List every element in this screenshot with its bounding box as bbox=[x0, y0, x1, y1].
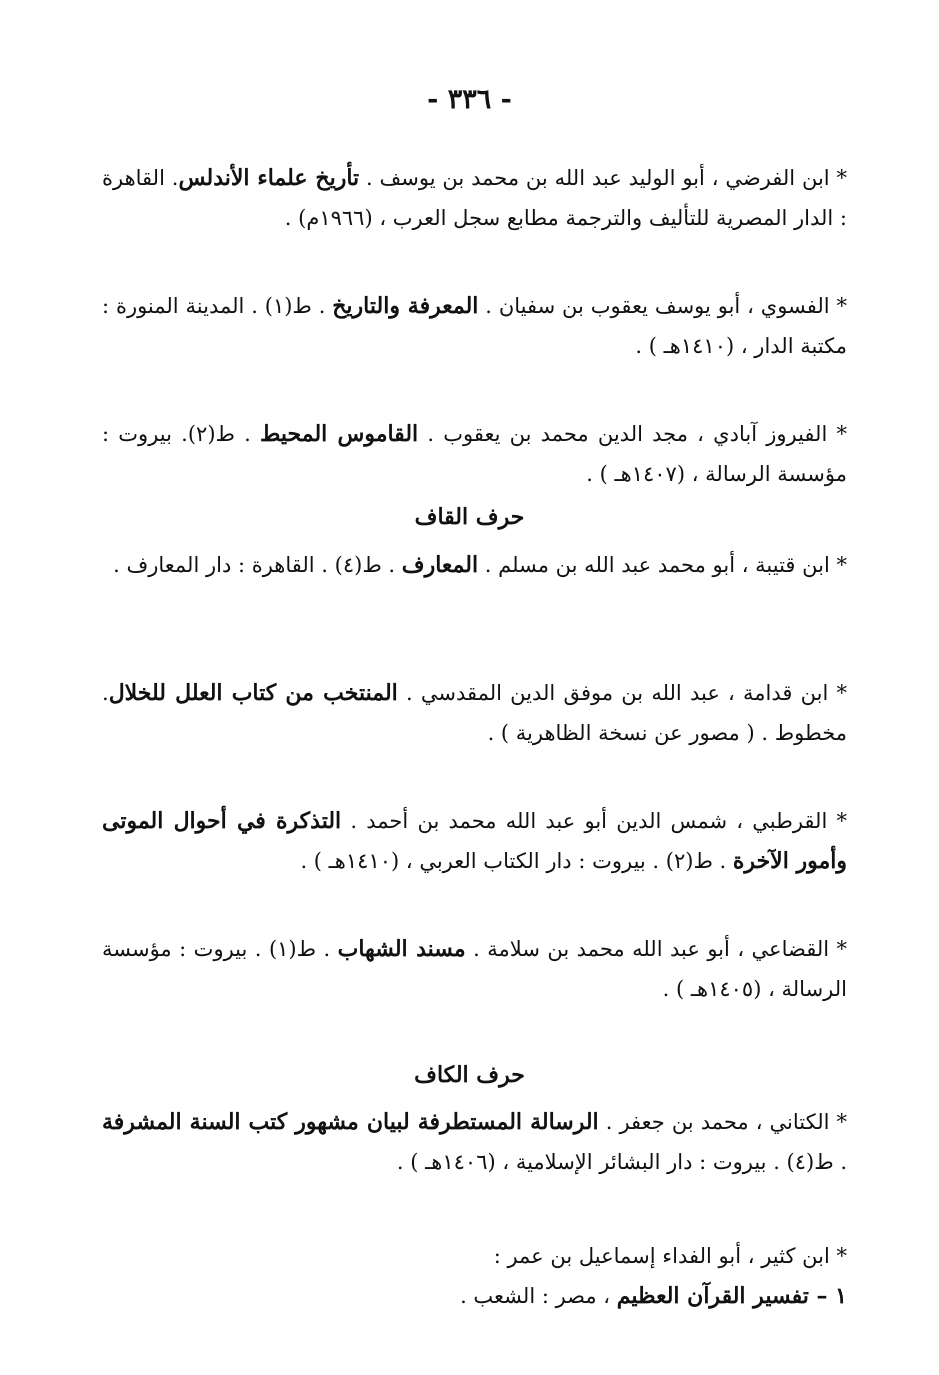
entry-author: * القرطبي ، شمس الدين أبو عبد الله محمد بن أحمد . bbox=[341, 809, 847, 833]
entry-title: القاموس المحيط bbox=[260, 421, 419, 447]
entry-title: تفسير القرآن العظيم bbox=[616, 1283, 809, 1309]
entry-title: المنتخب من كتاب العلل للخلال bbox=[108, 680, 398, 706]
bibliography-entry bbox=[102, 673, 847, 753]
entry-publication: . ط(١) . المدينة المنورة : مكتبة الدار ، (١٤١٠هـ ) . bbox=[102, 294, 847, 358]
entry-publication: . ط(٢) . بيروت : دار الكتاب العربي ، (١٤١٠هـ ) . bbox=[300, 849, 733, 873]
entry-item-number: ١ – bbox=[808, 1283, 847, 1309]
entry-sub-item bbox=[102, 1276, 847, 1316]
entry-title: التذكرة في أحوال الموتى وأمور الآخرة bbox=[102, 808, 847, 874]
entry-publication: . ط(٤) . القاهرة : دار المعارف . bbox=[113, 553, 402, 577]
entry-author: * القضاعي ، أبو عبد الله محمد بن سلامة . bbox=[465, 937, 848, 961]
entry-publication: . ط(٤) . بيروت : دار البشائر الإسلامية ، (١٤٠٦هـ ) . bbox=[396, 1150, 847, 1174]
entry-author: * ابن الفرضي ، أبو الوليد عبد الله بن محمد بن يوسف . bbox=[359, 166, 847, 190]
bibliography-entry bbox=[102, 414, 847, 494]
entry-author: * الفيروز آبادي ، مجد الدين محمد بن يعقوب . bbox=[418, 422, 847, 446]
bibliography-entry bbox=[102, 545, 847, 585]
bibliography-entry bbox=[102, 158, 847, 238]
page-number: - ٣٣٦ - bbox=[427, 84, 512, 115]
entry-author: * ابن قتيبة ، أبو محمد عبد الله بن مسلم . bbox=[478, 553, 847, 577]
bibliography-entry-ibn-kathir bbox=[102, 1236, 847, 1316]
entry-title: المعرفة والتاريخ bbox=[332, 293, 479, 319]
bibliography-entry bbox=[102, 1102, 847, 1182]
bibliography-entry bbox=[102, 801, 847, 881]
entry-publication: . ط(٢). بيروت : مؤسسة الرسالة ، (١٤٠٧هـ ) . bbox=[102, 422, 847, 486]
section-heading-qaf: حرف القاف bbox=[414, 504, 525, 530]
entry-title: مسند الشهاب bbox=[337, 936, 466, 962]
bibliography-entry bbox=[102, 929, 847, 1009]
entry-author: * ابن كثير ، أبو الفداء إسماعيل بن عمر : bbox=[493, 1244, 847, 1268]
section-heading-kaf: حرف الكاف bbox=[414, 1062, 525, 1088]
entry-publication: . مخطوط . ( مصور عن نسخة الظاهرية ) . bbox=[102, 681, 847, 745]
entry-author: * الفسوي ، أبو يوسف يعقوب بن سفيان . bbox=[478, 294, 847, 318]
entry-author: * ابن قدامة ، عبد الله بن موفق الدين المقدسي . bbox=[397, 681, 847, 705]
entry-title: تأريخ علماء الأندلس bbox=[178, 165, 360, 191]
entry-title: الرسالة المستطرفة لبيان مشهور كتب السنة المشرفة bbox=[102, 1109, 599, 1135]
entry-publication: . ط(١) . بيروت : مؤسسة الرسالة ، (١٤٠٥هـ ) . bbox=[102, 937, 847, 1001]
entry-publication: . القاهرة : الدار المصرية للتأليف والترجمة مطابع سجل العرب ، (١٩٦٦م) . bbox=[102, 166, 847, 230]
entry-publication: ، مصر : الشعب . bbox=[460, 1284, 617, 1308]
bibliography-entry bbox=[102, 286, 847, 366]
entry-author: * الكتاني ، محمد بن جعفر . bbox=[598, 1110, 848, 1134]
entry-title: المعارف bbox=[401, 552, 479, 578]
